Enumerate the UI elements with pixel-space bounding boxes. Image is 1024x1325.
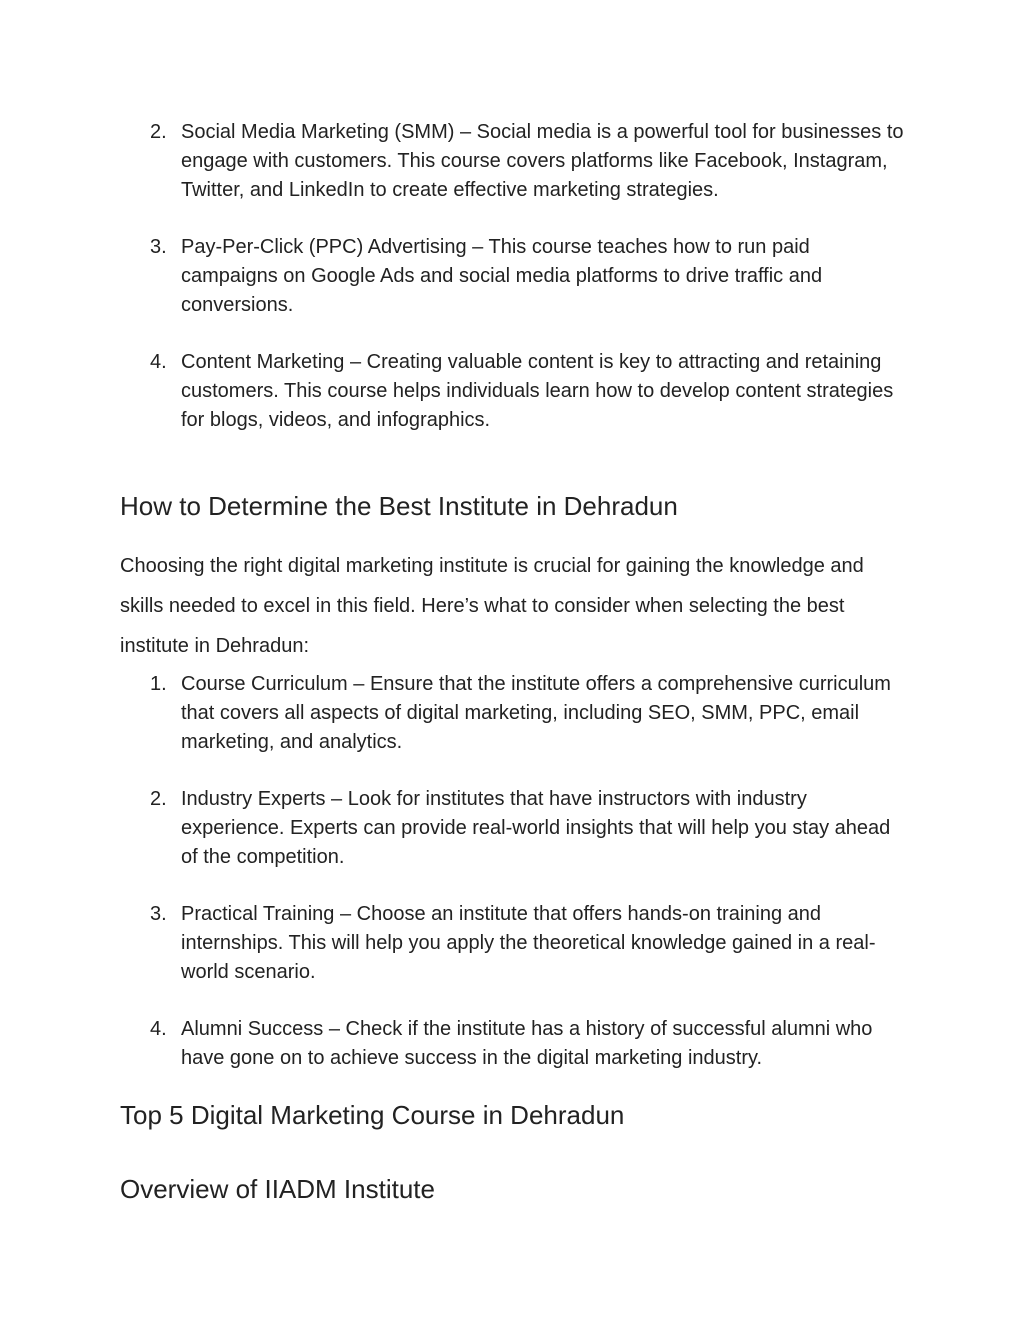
list-item: [120, 1015, 910, 1073]
section-heading-overview: Overview of IIADM Institute: [120, 1174, 435, 1204]
list-item: [120, 233, 910, 320]
list-item-number: 3.: [150, 903, 167, 925]
list-item-number: 3.: [150, 236, 167, 258]
list-item-number: 1.: [150, 673, 167, 695]
list-item: [120, 348, 910, 435]
list-item: [120, 900, 910, 987]
list-item-text: Content Marketing – Creating valuable content is key to attracting and retaining customers. This course helps individuals learn how to develop content strategies for blogs, videos, and infographics.: [181, 351, 894, 431]
list-item: [120, 118, 910, 205]
list-item: [120, 670, 910, 757]
list-item-number: 4.: [150, 351, 167, 373]
list-item-number: 2.: [150, 788, 167, 810]
section-heading-top5: Top 5 Digital Marketing Course in Dehradun: [120, 1100, 625, 1130]
list-item-text: Pay-Per-Click (PPC) Advertising – This course teaches how to run paid campaigns on Google Ads and social media platforms to drive traffic and conversions.: [181, 236, 823, 316]
list-item-text: Alumni Success – Check if the institute has a history of successful alumni who have gone on to achieve success in the digital marketing industry.: [181, 1018, 873, 1069]
courses-list: [120, 118, 910, 435]
section-heading-determine: How to Determine the Best Institute in Dehradun: [120, 491, 678, 521]
list-item-text: Social Media Marketing (SMM) – Social media is a powerful tool for businesses to engage with customers. This course covers platforms like Facebook, Instagram, Twitter, and LinkedIn to create effective marketing strategies.: [181, 121, 904, 201]
list-item-number: 4.: [150, 1018, 167, 1040]
list-item-number: 2.: [150, 121, 167, 143]
criteria-list: [120, 670, 910, 1073]
list-item: [120, 785, 910, 872]
section-intro-paragraph: Choosing the right digital marketing institute is crucial for gaining the knowledge and skills needed to excel in this field. Here’s what to consider when selecting the best institute in Dehradun:: [120, 555, 864, 657]
list-item-text: Course Curriculum – Ensure that the institute offers a comprehensive curriculum that covers all aspects of digital marketing, including SEO, SMM, PPC, email marketing, and analytics.: [181, 673, 891, 753]
list-item-text: Practical Training – Choose an institute that offers hands-on training and internships. This will help you apply the theoretical knowledge gained in a real-world scenario.: [181, 903, 876, 983]
list-item-text: Industry Experts – Look for institutes that have instructors with industry experience. Experts can provide real-world insights that will help you stay ahead of the competition.: [181, 788, 891, 868]
